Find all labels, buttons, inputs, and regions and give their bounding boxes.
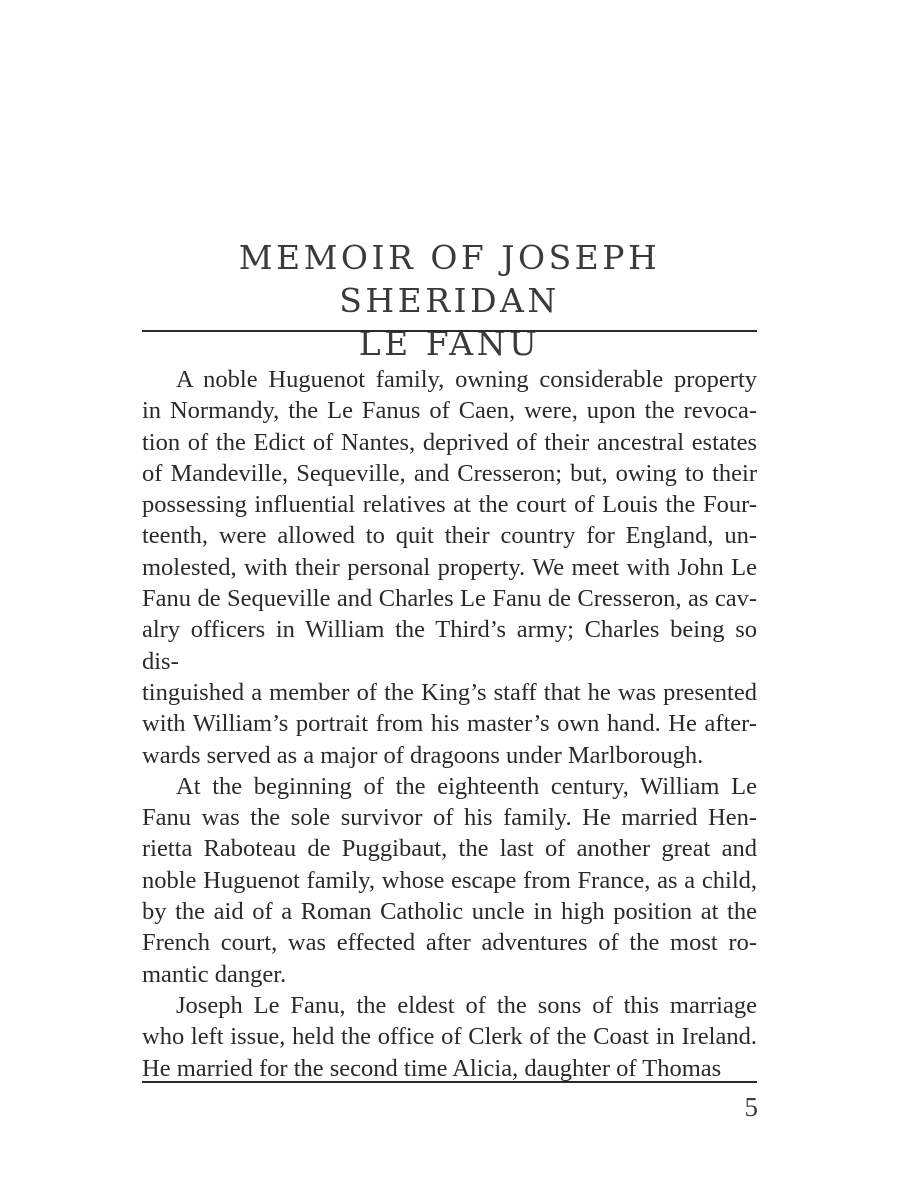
text-line: possessing influential relatives at the court of Louis the Four- <box>142 491 757 519</box>
text-line: French court, was effected after adventures of the most ro- <box>142 929 757 957</box>
footer-divider <box>142 1081 757 1083</box>
page-number: 5 <box>744 1092 758 1122</box>
text-line: A noble Huguenot family, owning considerable property <box>176 366 757 393</box>
text-line: mantic danger. <box>142 960 287 988</box>
text-line: At the beginning of the eighteenth century, William Le <box>176 772 757 800</box>
text-line: alry officers in William the Third’s army; Charles being so dis- <box>142 616 757 675</box>
paragraph <box>142 771 757 990</box>
text-line: in Normandy, the Le Fanus of Caen, were, upon the revoca- <box>142 397 757 425</box>
text-line: of Mandeville, Sequeville, and Cresseron; but, owing to their <box>142 459 757 487</box>
text-line: Fanu de Sequeville and Charles Le Fanu de Cresseron, as cav- <box>142 585 757 613</box>
paragraph <box>142 990 757 1084</box>
paragraph <box>142 364 757 771</box>
chapter-title-line-2: LE FANU <box>358 324 541 363</box>
body-text <box>142 364 757 1084</box>
text-line: noble Huguenot family, whose escape from France, as a child, <box>142 866 757 894</box>
text-line: rietta Raboteau de Puggibaut, the last of another great and <box>142 835 757 863</box>
text-line: tinguished a member of the King’s staff that he was presented <box>142 678 757 706</box>
text-line: with William’s portrait from his master’s own hand. He after- <box>142 710 757 738</box>
chapter-title-line-1: MEMOIR OF JOSEPH SHERIDAN <box>238 238 661 320</box>
chapter-title <box>142 236 757 365</box>
text-line: tion of the Edict of Nantes, deprived of their ancestral estates <box>142 428 757 456</box>
text-line: He married for the second time Alicia, daughter of Thomas <box>142 1054 722 1082</box>
title-divider <box>142 330 757 332</box>
text-line: Joseph Le Fanu, the eldest of the sons of this marriage <box>176 991 757 1019</box>
text-line: by the aid of a Roman Catholic uncle in high position at the <box>142 898 757 926</box>
text-line: who left issue, held the office of Clerk of the Coast in Ireland. <box>142 1023 757 1051</box>
text-line: molested, with their personal property. We meet with John Le <box>142 553 757 581</box>
text-line: teenth, were allowed to quit their country for England, un- <box>142 522 757 550</box>
text-line: wards served as a major of dragoons under Marlborough. <box>142 741 704 769</box>
text-line: Fanu was the sole survivor of his family. He married Hen- <box>142 804 757 832</box>
